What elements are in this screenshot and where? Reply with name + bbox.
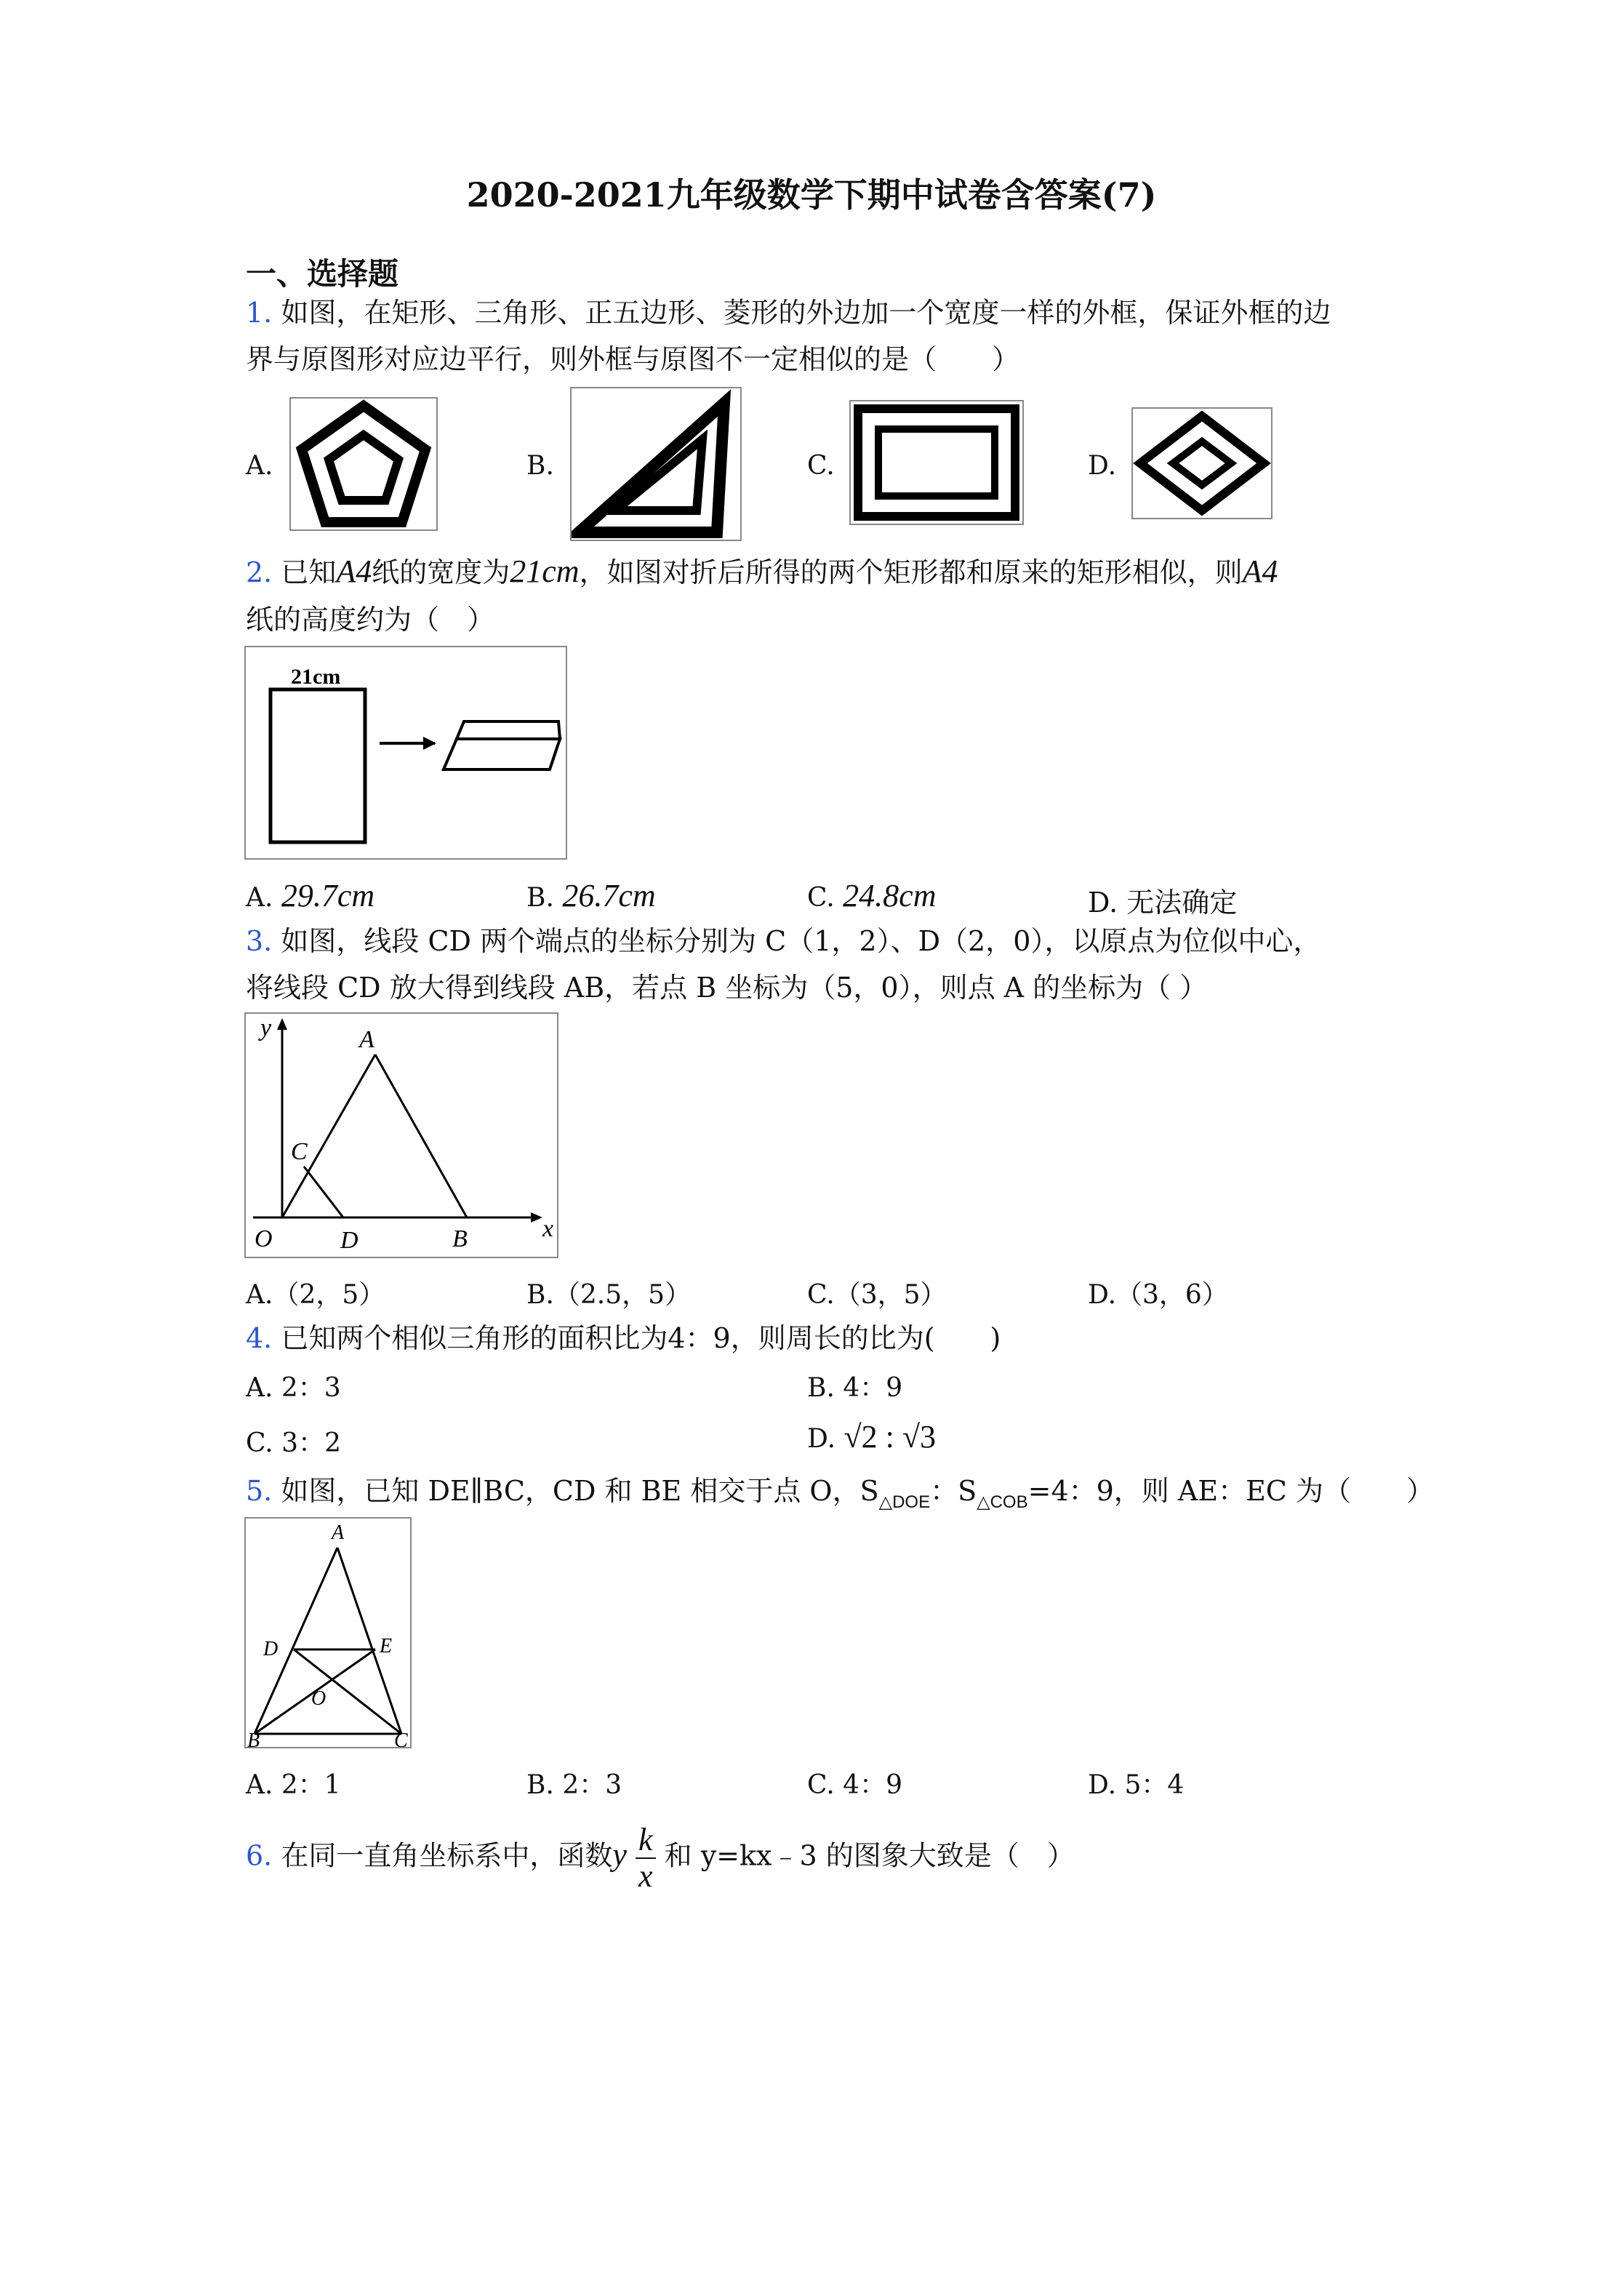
q5-point-o: O [311,1687,326,1710]
q5-option-d[interactable] [1088,1764,1184,1801]
q6-line1 [246,1823,1075,1894]
q2-a4: A4 [336,553,372,589]
q5-option-b-label: B. [526,1770,554,1800]
q3-option-a-label: A. [246,1280,273,1310]
q5-triangle-figure [244,1517,412,1748]
q5-point-b: B [247,1729,260,1747]
q5-line1 [246,1472,1434,1514]
q4-option-c-value: 3：2 [281,1428,341,1458]
q5-point-c: C [394,1729,408,1747]
q5-option-d-label: D. [1088,1770,1117,1800]
page-title: 2020-2021九年级数学下期中试卷含答案(7) [466,175,1157,215]
q4-number: 4. [246,1322,273,1354]
q5-option-c-value: 4：9 [843,1770,902,1800]
q5-text-mid: ：S [930,1475,977,1507]
q2-text-post: ，如图对折后所得的两个矩形都和原来的矩形相似，则 [579,556,1243,588]
q2-paper-figure [244,646,567,860]
q6-text-pre: 在同一直角坐标系中，函数 [281,1839,613,1872]
q4-option-d-label: D. [807,1424,836,1454]
q2-option-c[interactable] [807,877,936,914]
q3-text-1: 如图，线段 CD 两个端点的坐标分别为 C（1，2）、D（2，0），以原点为位似中心， [281,925,1321,957]
q2-option-d[interactable] [1088,880,1237,920]
q3-point-c: C [291,1138,308,1165]
q3-point-b: B [452,1225,468,1252]
q3-point-o: O [255,1225,273,1252]
q3-option-b[interactable] [526,1274,691,1311]
q4-option-d[interactable] [807,1418,936,1455]
q2-option-a[interactable] [246,877,374,914]
q2-a4-2: A4 [1242,553,1278,589]
q3-number: 3. [246,925,273,957]
q1-option-a-label[interactable]: A. [246,451,273,481]
q2-number: 2. [246,556,273,588]
q3-line1 [246,922,1321,960]
q5-point-a: A [332,1521,345,1544]
q2-option-a-label: A. [246,883,273,913]
q2-text-mid: 纸的宽度为 [372,556,510,588]
q3-option-d-value: （3，6） [1116,1280,1228,1310]
q4-option-a[interactable] [246,1367,341,1404]
q3-option-d-label: D. [1088,1280,1117,1310]
q4-option-b-label: B. [807,1373,835,1403]
q5-option-d-value: 5：4 [1124,1770,1185,1800]
q1-line1 [246,294,1331,332]
q2-text-pre: 已知 [281,556,337,588]
q1-rhombus-figure [1131,407,1273,519]
q2-width: 21cm [510,553,580,589]
q1-rectangle-figure [849,400,1024,525]
q3-point-a: A [359,1026,374,1053]
q5-point-d: D [263,1638,278,1660]
q5-option-a[interactable] [246,1764,341,1801]
q3-coordinate-figure [244,1012,558,1258]
q6-text-post: 和 y=kx﹣3 的图象大致是（ ） [664,1839,1075,1872]
q5-text-pre: 如图，已知 DE∥BC，CD 和 BE 相交于点 O，S [281,1475,879,1507]
q4-line1 [246,1319,1001,1357]
q6-fraction [636,1823,656,1894]
q4-option-c-label: C. [246,1428,273,1458]
q6-fraction-denominator: x [638,1858,653,1894]
q2-text-2: 纸的高度约为（ ） [246,604,495,636]
q5-option-b-value: 2：3 [562,1770,622,1800]
q4-option-d-value: √2 : √3 [843,1419,937,1455]
q2-line1 [246,553,1278,591]
q4-option-a-value: 2：3 [281,1373,341,1403]
q3-option-a[interactable] [246,1274,385,1311]
q2-option-b-label: B. [526,883,554,913]
q2-option-a-value: 29.7cm [281,878,375,913]
q3-option-c-value: （3，5） [834,1280,947,1310]
q5-option-c-label: C. [807,1770,835,1800]
q3-option-b-label: B. [526,1280,554,1310]
q1-pentagon-figure [289,397,438,531]
q5-option-a-label: A. [246,1770,273,1800]
q4-option-b-value: 4：9 [843,1373,903,1403]
q1-triangle-figure [570,387,742,541]
q2-option-d-label: D. [1088,887,1118,919]
q3-y-label: y [260,1015,272,1041]
q3-option-a-value: （2，5） [273,1280,385,1310]
q4-option-c[interactable] [246,1423,341,1460]
q3-option-d[interactable] [1088,1274,1228,1311]
q2-figure-width-label: 21cm [291,665,341,689]
q4-text-1: 已知两个相似三角形的面积比为4：9，则周长的比为( ) [281,1322,1001,1354]
q5-number: 5. [246,1475,273,1507]
q3-x-label: x [542,1215,554,1242]
q5-sub-doe: △DOE [878,1492,931,1512]
q6-fraction-numerator: k [636,1823,656,1859]
q6-number: 6. [246,1839,273,1872]
q1-number: 1. [246,297,273,329]
q4-option-b[interactable] [807,1367,902,1404]
q1-option-c-label[interactable]: C. [807,451,835,481]
q5-option-a-value: 2：1 [281,1770,341,1800]
q2-option-c-value: 24.8cm [843,878,937,913]
q3-option-c[interactable] [807,1274,947,1311]
q2-option-c-label: C. [807,883,835,913]
q5-point-e: E [380,1635,393,1657]
q3-option-c-label: C. [807,1280,835,1310]
q5-option-b[interactable] [526,1764,622,1801]
q1-option-d-label[interactable]: D. [1088,451,1117,481]
q5-sub-cob: △COB [977,1492,1028,1512]
q1-option-b-label[interactable]: B. [526,451,554,481]
q5-option-c[interactable] [807,1764,902,1801]
q2-option-b[interactable] [526,877,656,914]
section-heading: 一、选择题 [246,256,399,292]
q1-text-1: 如图，在矩形、三角形、正五边形、菱形的外边加一个宽度一样的外框，保证外框的边 [281,297,1331,329]
q3-point-d: D [340,1227,358,1254]
q2-option-b-value: 26.7cm [562,878,656,913]
q2-option-d-value: 无法确定 [1126,887,1238,919]
q4-option-a-label: A. [246,1373,273,1403]
q5-text-post: =4：9，则 AE：EC 为（ ） [1027,1475,1434,1507]
q3-text-2: 将线段 CD 放大得到线段 AB，若点 B 坐标为（5，0），则点 A 的坐标为（ ） [246,972,1208,1004]
q1-text-2: 界与原图形对应边平行，则外框与原图不一定相似的是（ ） [246,343,1020,375]
q6-y: y [612,1836,627,1873]
q3-option-b-value: （2.5，5） [553,1280,692,1310]
